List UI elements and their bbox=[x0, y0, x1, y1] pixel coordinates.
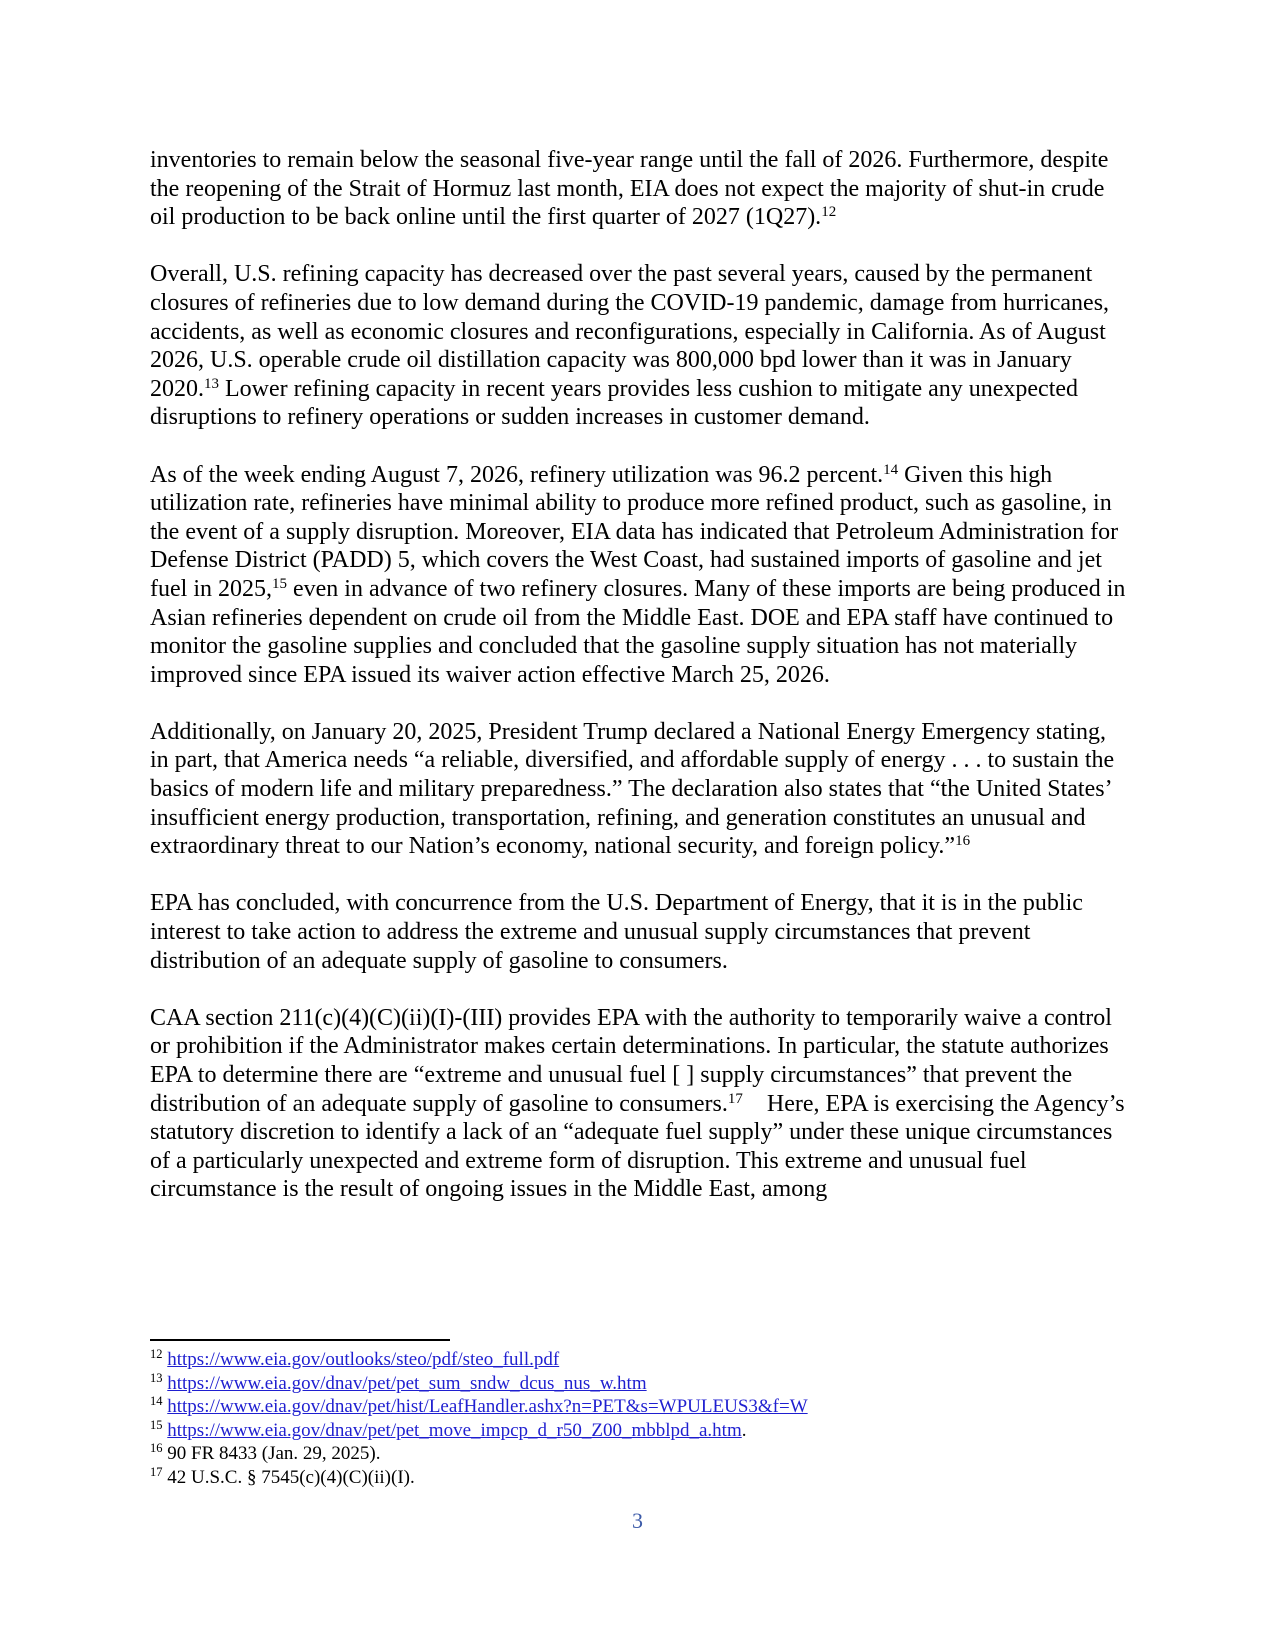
paragraph-text: Lower refining capacity in recent years provides less cushion to mitigate any unexpected disruptions to refinery operations or sudden increases in customer demand. bbox=[150, 375, 1079, 431]
footnote-link[interactable]: https://www.eia.gov/dnav/pet/pet_move_impcp_d_r50_Z00_mbblpd_a.htm bbox=[167, 1419, 742, 1441]
footnote-separator bbox=[150, 1339, 450, 1341]
footnote-item bbox=[150, 1442, 1130, 1466]
paragraph-text: EPA has concluded, with concurrence from the U.S. Department of Energy, that it is in the public interest to take action to address the extreme and unusual supply circumstances that prevent distribution of an adequate supply of gasoline to consumers. bbox=[150, 890, 1083, 974]
footnote-reference[interactable]: 17 bbox=[727, 1090, 743, 1107]
paragraph-text: CAA section 211(c)(4)(C)(ii)(I)-(III) provides EPA with the authority to temporarily waive a control or prohibition if the Administrator makes certain determinations. In particular, the statute authorizes EPA to determine there are “extreme and unusual fuel [ ] supply circumstances” that prevent the distribution of an adequate supply of gasoline to consumers. bbox=[150, 1004, 1112, 1117]
footnote-item bbox=[150, 1466, 1130, 1490]
footnote-trailing-punctuation: . bbox=[741, 1419, 747, 1441]
footnotes bbox=[150, 1348, 1130, 1490]
footnote-item bbox=[150, 1419, 1130, 1443]
paragraph-text: Overall, U.S. refining capacity has decreased over the past several years, caused by the permanent closures of refineries due to low demand during the COVID-19 pandemic, damage from hurricanes, accidents, as well as economic closures and reconfigurations, especially in California. As of August 2026, U.S. operable crude oil distillation capacity was 800,000 bpd lower than it was in January 2020. bbox=[150, 261, 1110, 402]
footnote-reference[interactable]: 16 bbox=[955, 833, 971, 849]
footnote-reference[interactable]: 15 bbox=[271, 575, 287, 592]
paragraph-list bbox=[150, 146, 1130, 1204]
footnote-link[interactable]: https://www.eia.gov/dnav/pet/pet_sum_sndw_dcus_nus_w.htm bbox=[167, 1372, 647, 1394]
body-paragraph bbox=[150, 1004, 1130, 1204]
footnote-number: 15 bbox=[150, 1417, 163, 1432]
paragraph-text: As of the week ending August 7, 2026, refinery utilization was 96.2 percent. bbox=[150, 461, 884, 488]
body-paragraph bbox=[150, 146, 1130, 232]
footnote-item bbox=[150, 1348, 1130, 1372]
footnote-number: 12 bbox=[150, 1347, 163, 1362]
paragraph-text: inventories to remain below the seasonal five-year range until the fall of 2026. Furthermore, despite the reopening of the Strait of Hormuz last month, EIA does not expect the majority of shut-in crude oil production to be back online until the first quarter of 2027 (1Q27). bbox=[150, 147, 1109, 231]
paragraph-text: even in advance of two refinery closures. Many of these imports are being produced in Asian refineries dependent on crude oil from the Middle East. DOE and EPA staff have continued to monitor the gasoline supplies and concluded that the gasoline supply situation has not materially improved since EPA issued its waiver action effective March 25, 2026. bbox=[150, 575, 1126, 688]
footnote-item bbox=[150, 1372, 1130, 1396]
body-paragraph bbox=[150, 889, 1130, 975]
footnote-reference[interactable]: 13 bbox=[204, 375, 219, 392]
footnote-citation: 42 U.S.C. § 7545(c)(4)(C)(ii)(I). bbox=[167, 1466, 415, 1488]
footnote-list bbox=[150, 1348, 1130, 1490]
footnote-link[interactable]: https://www.eia.gov/dnav/pet/hist/LeafHandler.ashx?n=PET&s=WPULEUS3&f=W bbox=[167, 1396, 808, 1418]
footnote-number: 16 bbox=[150, 1441, 163, 1456]
footnote-item bbox=[150, 1395, 1130, 1419]
footnote-link[interactable]: https://www.eia.gov/outlooks/steo/pdf/steo_full.pdf bbox=[167, 1349, 560, 1370]
body-paragraph bbox=[150, 718, 1130, 861]
footnote-number: 17 bbox=[150, 1465, 163, 1480]
page-number: 3 bbox=[632, 1508, 643, 1533]
body-paragraph bbox=[150, 260, 1130, 432]
footnote-number: 14 bbox=[150, 1394, 163, 1409]
document-body bbox=[150, 146, 1130, 1233]
paragraph-text: Given this high utilization rate, refineries have minimal ability to produce more refined product, such as gasoline, in the event of a supply disruption. Moreover, EIA data has indicated that Petroleum Administration for Defense District (PADD) 5, which covers the West Coast, had sustained imports of gasoline and jet fuel in 2025, bbox=[150, 461, 1119, 602]
paragraph-text: Here, EPA is exercising the Agency’s statutory discretion to identify a lack of an “adequate fuel supply” under these unique circumstances of a particularly unexpected and extreme form of disruption. This extreme and unusual fuel circumstance is the result of ongoing issues in the Middle East, among bbox=[150, 1090, 1125, 1203]
paragraph-text: Additionally, on January 20, 2025, President Trump declared a National Energy Emergency stating, in part, that America needs “a reliable, diversified, and affordable supply of energy . . . to sustain the basics of modern life and military preparedness.” The declaration also states that “the United States’ insufficient energy production, transportation, refining, and generation constitutes an unusual and extraordinary threat to our Nation’s economy, national security, and foreign policy.” bbox=[150, 718, 1115, 860]
body-paragraph bbox=[150, 461, 1130, 690]
footnote-number: 13 bbox=[150, 1370, 163, 1385]
footnote-reference[interactable]: 14 bbox=[883, 461, 899, 478]
footnote-reference[interactable]: 12 bbox=[821, 203, 837, 220]
footnote-citation: 90 FR 8433 (Jan. 29, 2025). bbox=[167, 1443, 381, 1465]
